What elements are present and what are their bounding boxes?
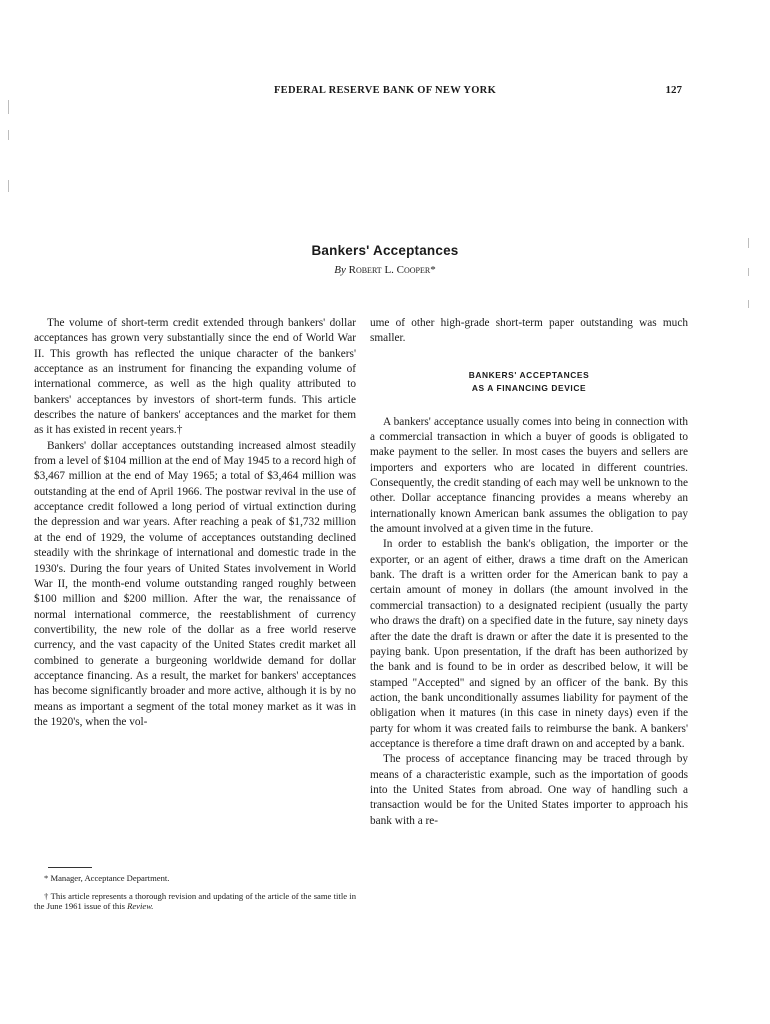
section-heading-line: BANKERS' ACCEPTANCES: [468, 369, 590, 380]
footnote-revision-review: Review.: [127, 901, 154, 911]
byline-author: Robert L. Cooper*: [348, 264, 436, 276]
footnote-divider: [48, 867, 92, 868]
body-paragraph: The process of acceptance financing may be traced through by means of a characteristic example, such as the importation of goods into the United States from abroad. One way of handling such a transaction would be for the United States importer to approach his bank with a re-: [370, 753, 688, 827]
body-paragraph: Bankers' dollar acceptances outstanding increased almost steadily from a level of $104 million at the end of May 1945 to a record high of $3,467 million at the end of May 1965; a total of $3,464 million was outstanding at the end of April 1966. The postwar revival in the use of acceptance credit followed a long period of virtual extinction during the depression and war years. After reaching a peak of $1,732 million at the end of 1929, the volume of acceptances outstanding declined steadily with the shrinkage of international and domestic trade in the 1930's. During the four years of United States involvement in World War II, the month-end volume outstanding ranged roughly between $100 million and $200 million. After the war, the renaissance of normal international commerce, the reestablishment of currency convertibility, the new role of the dollar as a free world reserve currency, and the vast capacity of the United States credit market all combined to generate a burgeoning worldwide demand for dollar acceptance financing. As a result, the market for bankers' acceptances has become significantly broader and more active, although it is by no means as important a segment of the total money market as it was in the 1920's, when the vol-: [34, 439, 356, 728]
section-heading-line: AS A FINANCING DEVICE: [471, 382, 587, 393]
body-paragraph: A bankers' acceptance usually comes into being in connection with a commercial transaction in which a buyer of goods is obligated to make payment to the seller. In most cases the buyers and sellers are importers and exporters who are located in different countries. Consequently, the credit standing of each may well be unknown to the other. Dollar acceptance financing provides a means whereby an internationally known American bank assumes the obligation to pay the amount involved at a given time in the future.: [370, 415, 688, 536]
section-heading: [370, 369, 688, 395]
footnote-author: * Manager, Acceptance Department.: [44, 873, 170, 883]
page-number: 127: [665, 84, 682, 96]
scan-mark: [8, 180, 9, 192]
scan-mark: [8, 100, 9, 114]
running-head: FEDERAL RESERVE BANK OF NEW YORK: [273, 85, 497, 96]
scan-mark: [748, 238, 749, 248]
body-paragraph: The volume of short-term credit extended through bankers' dollar acceptances has grown very substantially since the end of World War II. This growth has reflected the unique character of the bankers' acceptance as an instrument for financing the expanding volume of international commerce, as well as the high quality attributed to bankers' acceptances by investors of short-term funds. This article describes the nature of bankers' acceptances and the market for them as it has existed in recent years.†: [34, 317, 356, 437]
footnote-revision: [34, 891, 356, 912]
footnotes: [34, 873, 356, 919]
scan-mark: [748, 268, 749, 276]
right-column: [370, 316, 688, 829]
scan-mark: [748, 300, 749, 308]
byline: [0, 264, 770, 276]
left-column: [34, 316, 356, 730]
footnote-revision-text: † This article represents a thorough revision and updating of the article of the same title in the June 1961 issue of this: [34, 890, 356, 911]
body-paragraph: In order to establish the bank's obligation, the importer or the exporter, or an agent of either, draws a time draft on the American bank. The draft is a written order for the American bank to pay a certain amount of money in dollars (the amount involved in the commercial transaction) to a designated recipient (usually the party who draws the draft) on a specified date in the future, say ninety days after the date the draft is drawn or after the date it is presented to the paying bank. Upon presentation, if the draft has been authorized by the bank and is found to be in order as described below, it will be stamped "Accepted" and signed by an officer of the bank. By this action, the bank unconditionally assumes liability for payment of the obligation when it matures (in this case in ninety days) even if the party for whom it was created fails to reimburse the bank. A bankers' acceptance is therefore a time draft drawn on and accepted by a bank.: [370, 538, 688, 750]
scan-mark: [8, 130, 9, 140]
continued-paragraph: ume of other high-grade short-term paper outstanding was much smaller.: [370, 317, 688, 345]
byline-by: By: [334, 264, 346, 276]
article-title: Bankers' Acceptances: [311, 243, 459, 258]
